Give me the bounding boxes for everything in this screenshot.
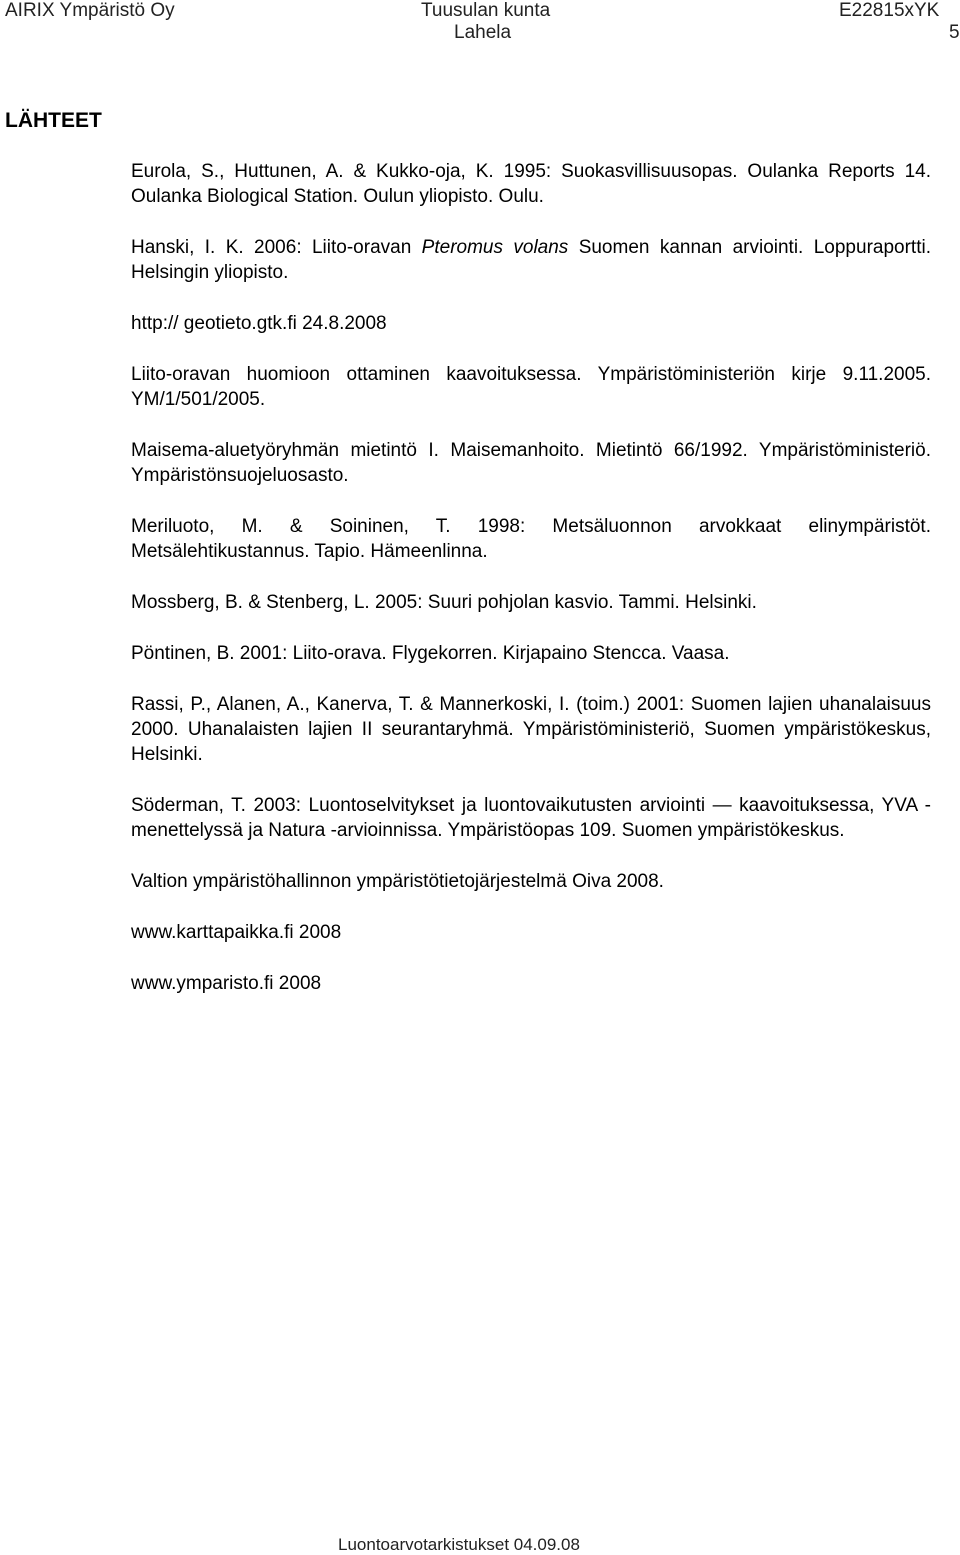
reference-text: Rassi, P., Alanen, A., Kanerva, T. & Mannerkoski, I. (toim.) 2001: Suomen lajien uhanalaisuus 2000. Uhanalaisten lajien II seurantaryhmä. Ympäristöministeriö, Suomen ympäristökeskus, Helsinki.	[131, 694, 931, 765]
reference-text: www.karttapaikka.fi 2008	[131, 922, 342, 943]
reference-item	[131, 590, 931, 615]
reference-list	[131, 159, 931, 1022]
header-page-number: 5	[949, 22, 960, 43]
reference-item	[131, 362, 931, 412]
reference-text: Liito-oravan huomioon ottaminen kaavoituksessa. Ympäristöministeriön kirje 9.11.2005. YM/1/501/2005.	[131, 364, 931, 410]
reference-text: Pöntinen, B. 2001: Liito-orava. Flygekorren. Kirjapaino Stencca. Vaasa.	[131, 643, 730, 664]
reference-item	[131, 793, 931, 843]
page-footer: Luontoarvotarkistukset 04.09.08	[338, 1535, 580, 1554]
reference-item	[131, 641, 931, 666]
section-title: LÄHTEET	[5, 109, 102, 132]
reference-item	[131, 971, 931, 996]
reference-text: Hanski, I. K. 2006: Liito-oravan	[131, 237, 422, 258]
reference-item	[131, 438, 931, 488]
reference-item	[131, 514, 931, 564]
reference-item	[131, 920, 931, 945]
header-company: AIRIX Ympäristö Oy	[5, 0, 175, 21]
reference-text: Maisema-aluetyöryhmän mietintö I. Maisemanhoito. Mietintö 66/1992. Ympäristöministeriö. Ympäristönsuojeluosasto.	[131, 440, 931, 486]
reference-item	[131, 235, 931, 285]
reference-text: Mossberg, B. & Stenberg, L. 2005: Suuri pohjolan kasvio. Tammi. Helsinki.	[131, 592, 757, 613]
reference-text: Eurola, S., Huttunen, A. & Kukko-oja, K. 1995: Suokasvillisuusopas. Oulanka Reports 14. Oulanka Biological Station. Oulun yliopisto. Oulu.	[131, 161, 931, 207]
reference-italic-text: Pteromus volans	[421, 237, 569, 258]
header-code: E22815xYK	[839, 0, 940, 21]
reference-text: http:// geotieto.gtk.fi 24.8.2008	[131, 313, 387, 334]
reference-text: Valtion ympäristöhallinnon ympäristötietojärjestelmä Oiva 2008.	[131, 871, 664, 892]
header-municipality: Tuusulan kunta	[421, 0, 551, 21]
reference-item	[131, 159, 931, 209]
reference-item	[131, 692, 931, 767]
reference-text: www.ymparisto.fi 2008	[131, 973, 322, 994]
reference-item	[131, 869, 931, 894]
reference-text: Suomen kannan arviointi. Loppuraportti. Helsingin yliopisto.	[131, 237, 931, 283]
reference-text: Meriluoto, M. & Soininen, T. 1998: Metsäluonnon arvokkaat elinympäristöt. Metsälehtikustannus. Tapio. Hämeenlinna.	[131, 516, 931, 562]
header-area: Lahela	[454, 22, 512, 43]
reference-item	[131, 311, 931, 336]
reference-text: Söderman, T. 2003: Luontoselvitykset ja luontovaikutusten arviointi — kaavoituksessa, YVA -menettelyssä ja Natura -arvioinnissa. Ympäristöopas 109. Suomen ympäristökeskus.	[131, 795, 931, 841]
